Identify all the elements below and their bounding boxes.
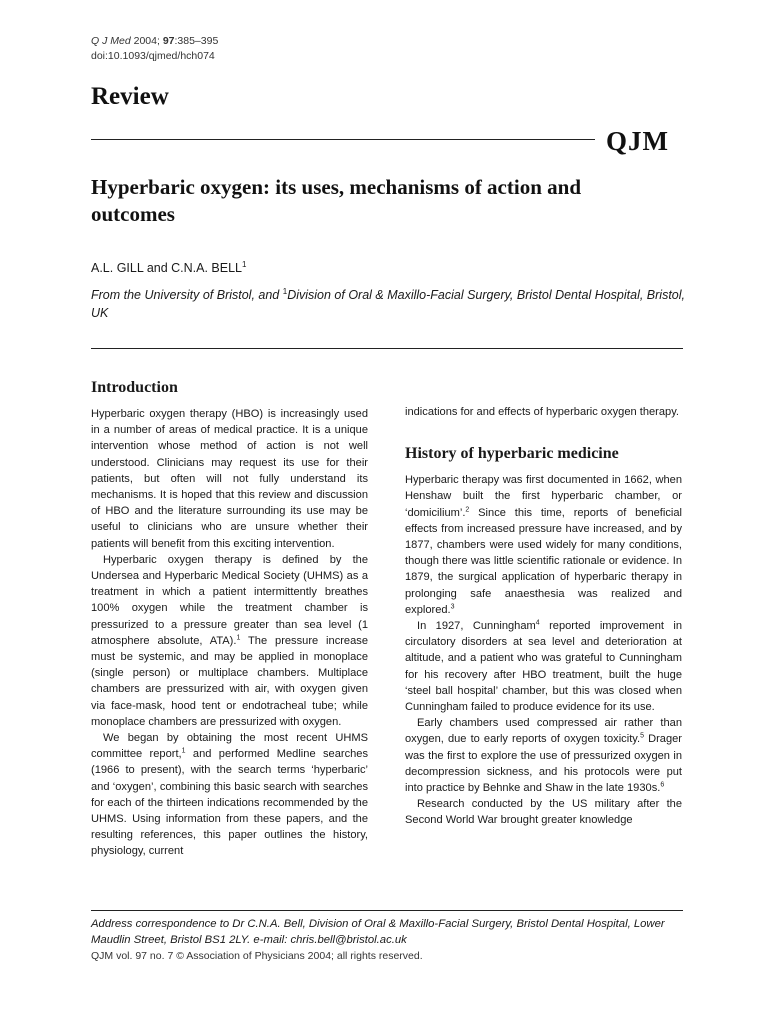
affiliation-superscript: 1 <box>282 287 288 296</box>
header-rule <box>91 139 595 140</box>
footer-rule <box>91 910 683 911</box>
history-paragraph-3 <box>405 715 682 796</box>
history-paragraph-1 <box>405 472 682 618</box>
introduction-heading: Introduction <box>91 379 178 396</box>
ref-4[interactable]: 4 <box>535 619 540 627</box>
hist-p1-text-b: Since this time, reports of beneficial effects from increased pressure have increased, and by 1877, chambers were used widely for many conditions, though there was little scientific rationale or evidence. In 1879, the surgical application of hyperbaric therapy in prolonging safe anaesthesia was realized and explored. <box>405 506 682 616</box>
journal-citation <box>91 34 218 49</box>
hist-p3-text-a: Early chambers used compressed air rather than oxygen, due to early reports of oxygen toxicity. <box>405 717 682 746</box>
intro-paragraph-3 <box>91 730 368 860</box>
hist-p2-text-b: reported improvement in circulatory disorders at sea level and deterioration at altitude, and a patient who was grateful to Cunningham for his recovery after HBO treatment, built the huge ‘steel ball hospital’ chamber, but this was closed when Cunningham failed to produce evidence for its use. <box>405 620 682 714</box>
journal-volume: 97 <box>162 35 175 47</box>
journal-year: 2004; <box>133 35 160 47</box>
left-column <box>91 378 368 860</box>
intro-paragraph-1: Hyperbaric oxygen therapy (HBO) is increasingly used in a number of areas of medical practice. It is a unique intervention whose method of action is not well understood. Clinicians may request its use for their patients, but often will not fully understand its mechanisms. It is hoped that this review and discussion of HBO and the literature surrounding its use may be useful to clinicians who are unsure whether their patients will benefit from this exciting intervention. <box>91 408 368 550</box>
ref-5[interactable]: 5 <box>640 732 644 740</box>
affiliation <box>91 283 687 322</box>
intro-p3-text-b: and performed Medline searches (1966 to present), with the search terms ‘hyperbaric’ and ‘oxygen’, combining this basic search with searches for each of the thirteen indications recommended by the UHMS. Using information from these papers, and the resulting references, this paper outlines the history, physiology, current <box>91 748 369 858</box>
ref-6[interactable]: 6 <box>660 781 665 789</box>
correspondence-address: Address correspondence to Dr C.N.A. Bell, Division of Oral & Maxillo-Facial Surgery, Bristol Dental Hospital, Lower Maudlin Street, Bristol BS1 2LY. e-mail: chris.bell@bristol.ac.uk <box>91 918 665 946</box>
doi[interactable]: doi:10.1093/qjmed/hch074 <box>91 50 215 62</box>
copyright-line: QJM vol. 97 no. 7 © Association of Physicians 2004; all rights reserved. <box>91 950 423 962</box>
ref-1b[interactable]: 1 <box>181 747 186 755</box>
intro-paragraph-2 <box>91 552 368 730</box>
affiliation-part1: From the University of Bristol, and <box>91 288 283 303</box>
hist-p1-text-a: Hyperbaric therapy was first documented in 1662, when Henshaw built the first hyperbaric chamber, or ‘domicilium’. <box>405 474 682 519</box>
author-list <box>91 256 246 277</box>
intro-p3-text-a: We began by obtaining the most recent UHMS committee report, <box>91 732 368 761</box>
journal-pages: :385–395 <box>174 35 219 47</box>
history-paragraph-2 <box>405 618 682 715</box>
intro-continuation: indications for and effects of hyperbaric oxygen therapy. <box>405 406 680 418</box>
citation-block <box>91 34 218 64</box>
right-column <box>405 404 682 829</box>
intro-p2-text-a: Hyperbaric oxygen therapy is defined by the Undersea and Hyperbaric Medical Society (UHMS) as a treatment in which a patient intermittently breathes 100% oxygen while the treatment chamber is pressurized to a pressure greater than sea level (1 atmosphere absolute, ATA). <box>91 553 368 647</box>
affiliation-part2: Division of Oral & Maxillo-Facial Surgery, Bristol Dental Hospital, Bristol, UK <box>91 288 685 321</box>
ref-1[interactable]: 1 <box>236 634 241 642</box>
hist-p3-text-b: Drager was the first to explore the use of pressurized oxygen in decompression sickness, and his protocols were put into practice by Behnke and Shaw in the late 1930s. <box>405 733 682 795</box>
section-label: Review <box>91 83 169 110</box>
abstract-rule <box>91 348 683 349</box>
journal-abbrev: Q J Med <box>91 35 131 47</box>
authors-text: A.L. GILL and C.N.A. BELL <box>91 261 243 276</box>
journal-logo: QJM <box>606 126 669 156</box>
ref-3[interactable]: 3 <box>450 603 455 611</box>
author-superscript: 1 <box>242 260 247 269</box>
article-title: Hyperbaric oxygen: its uses, mechanisms of action and outcomes <box>91 175 581 226</box>
history-heading: History of hyperbaric medicine <box>405 445 619 463</box>
hist-p2-text-a: In 1927, Cunningham <box>417 620 536 633</box>
intro-p2-text-b: The pressure increase must be systemic, and may be applied in monoplace (single person) or multiplace chambers. Multiplace chambers are pressurized with air, with oxygen given via face-mask, hood tent or endotracheal tube; while monoplace chambers are pressurized with oxygen. <box>91 634 368 728</box>
history-paragraph-4: Research conducted by the US military after the Second World War brought greater knowledge <box>405 798 682 827</box>
ref-2[interactable]: 2 <box>465 505 470 513</box>
